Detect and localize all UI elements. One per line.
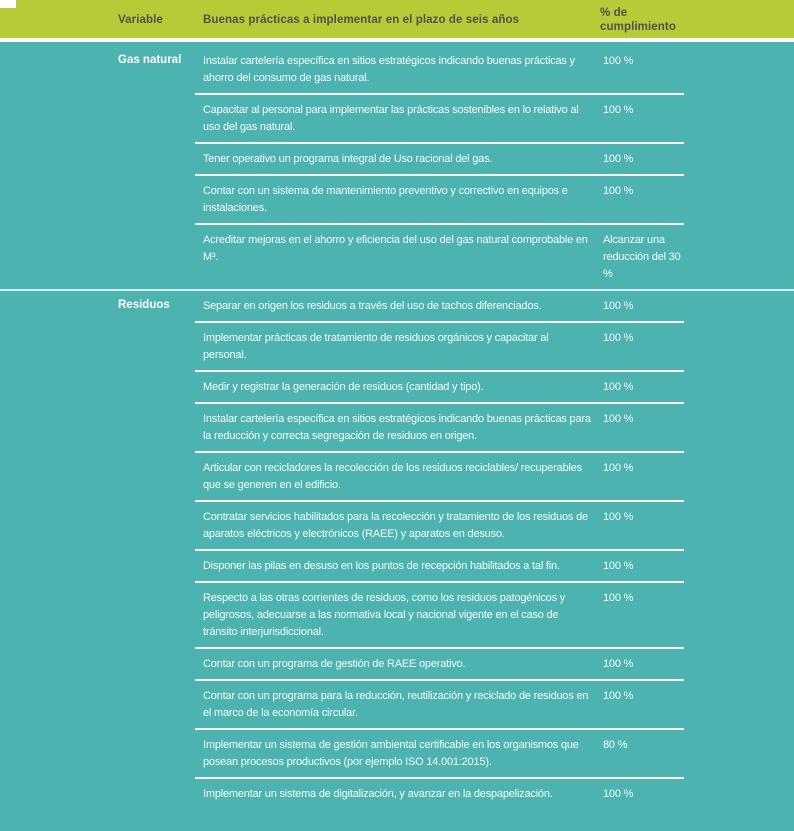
table-row (203, 549, 794, 581)
compliance-cell (593, 53, 633, 70)
compliance-value: 100 % (603, 300, 634, 312)
practice-cell: Medir y registrar la generación de residuos (cantidad y tipo). (203, 381, 484, 393)
compliance-cell (593, 558, 633, 575)
compliance-cell (593, 786, 633, 803)
compliance-value: 100 % (603, 788, 634, 800)
compliance-value: 100 % (603, 511, 634, 523)
compliance-value: 100 % (603, 185, 634, 197)
table-row (203, 46, 794, 93)
practice-cell: Contar con un programa de gestión de RAEE operativo. (203, 658, 466, 670)
practice-cell: Instalar cartelería específica en sitios estratégicos indicando buenas prácticas y ahorro del consumo de gas natural. (203, 55, 575, 84)
practice-cell: Acreditar mejoras en el ahorro y eficiencia del uso del gas natural comprobable en M³. (203, 234, 588, 263)
section-rows (203, 46, 794, 289)
compliance-cell (593, 460, 633, 477)
compliance-value: 100 % (603, 413, 634, 425)
practice-cell: Articular con recicladores la recolección de los residuos reciclables/ recuperables que se generen en el edificio. (203, 462, 582, 491)
table-row (203, 402, 794, 451)
practice-cell: Capacitar al personal para implementar las prácticas sostenibles en lo relativo al uso del gas natural. (203, 104, 579, 133)
page-corner-notch (0, 0, 16, 8)
compliance-value: 100 % (603, 55, 634, 67)
practice-cell: Respecto a las otras corrientes de residuos, como los residuos patogénicos y peligrosos, adecuarse a las normativa local y nacional vigente en el caso de tránsito interjurisdiccional. (203, 592, 566, 638)
compliance-cell (593, 298, 633, 315)
column-header-variable: Variable (118, 14, 163, 26)
practice-cell: Separar en origen los residuos a través del uso de tachos diferenciados. (203, 300, 542, 312)
table-row (203, 93, 794, 142)
practice-cell: Implementar un sistema de digitalización, y avanzar en la despapelización. (203, 788, 553, 800)
compliance-cell (593, 656, 633, 673)
table-row (203, 370, 794, 402)
section-rows (203, 291, 794, 809)
compliance-cell (593, 151, 633, 168)
table-row (203, 174, 794, 223)
compliance-value: 80 % (603, 739, 628, 751)
table-section (0, 46, 794, 289)
compliance-value: 100 % (603, 592, 634, 604)
compliance-cell (593, 379, 633, 396)
compliance-cell (593, 688, 633, 705)
compliance-cell (593, 590, 633, 607)
table-row (203, 142, 794, 174)
compliance-value: 100 % (603, 153, 634, 165)
table-row (203, 647, 794, 679)
practice-cell: Contratar servicios habilitados para la recolección y tratamiento de los residuos de aparatos eléctricos y electrónicos (RAEE) y aparatos en desuso. (203, 511, 588, 540)
practice-cell: Implementar un sistema de gestión ambiental certificable en los organismos que posean procesos productivos (por ejemplo ISO 14.001:2015). (203, 739, 579, 768)
table-row (203, 679, 794, 728)
compliance-value: 100 % (603, 462, 634, 474)
table-row (203, 451, 794, 500)
table-row (203, 321, 794, 370)
compliance-value: 100 % (603, 332, 634, 344)
compliance-cell (593, 330, 633, 347)
column-header-practices: Buenas prácticas a implementar en el plazo de seis años (203, 14, 520, 26)
table-row (203, 500, 794, 549)
section-variable-label: Gas natural (118, 54, 182, 66)
compliance-value: 100 % (603, 658, 634, 670)
compliance-value: 100 % (603, 690, 634, 702)
table-body (0, 42, 794, 809)
table-row (203, 291, 794, 321)
practice-cell: Implementar prácticas de tratamiento de residuos orgánicos y capacitar al personal. (203, 332, 549, 361)
practice-cell: Contar con un programa para la reducción, reutilización y reciclado de residuos en el marco de la economía circular. (203, 690, 589, 719)
compliance-cell (593, 737, 627, 754)
variable-column (0, 46, 203, 289)
compliance-value: 100 % (603, 560, 634, 572)
practice-cell: Disponer las pilas en desuso en los puntos de recepción habilitados a tal fin. (203, 560, 560, 572)
compliance-cell (593, 232, 683, 283)
table-row (203, 223, 794, 289)
compliance-cell (593, 411, 633, 428)
table-row (203, 728, 794, 777)
table-row (203, 777, 794, 809)
practice-cell: Tener operativo un programa integral de Uso racional del gas. (203, 153, 493, 165)
practice-cell: Contar con un sistema de mantenimiento preventivo y correctivo en equipos e instalaciones. (203, 185, 568, 214)
compliance-value: Alcanzar una reducción del 30 % (603, 234, 681, 280)
table-header-row (0, 0, 794, 38)
compliance-value: 100 % (603, 104, 634, 116)
practice-cell: Instalar cartelería específica en sitios estratégicos indicando buenas prácticas para la reducción y correcta segregación de residuos en origen. (203, 413, 591, 442)
section-variable-label: Residuos (118, 299, 170, 311)
variable-column (0, 291, 203, 809)
table-row (203, 581, 794, 647)
column-header-compliance: % de cumplimiento (600, 7, 676, 33)
compliance-cell (593, 102, 633, 119)
compliance-cell (593, 183, 633, 200)
table-section (0, 289, 794, 809)
compliance-cell (593, 509, 633, 526)
compliance-value: 100 % (603, 381, 634, 393)
